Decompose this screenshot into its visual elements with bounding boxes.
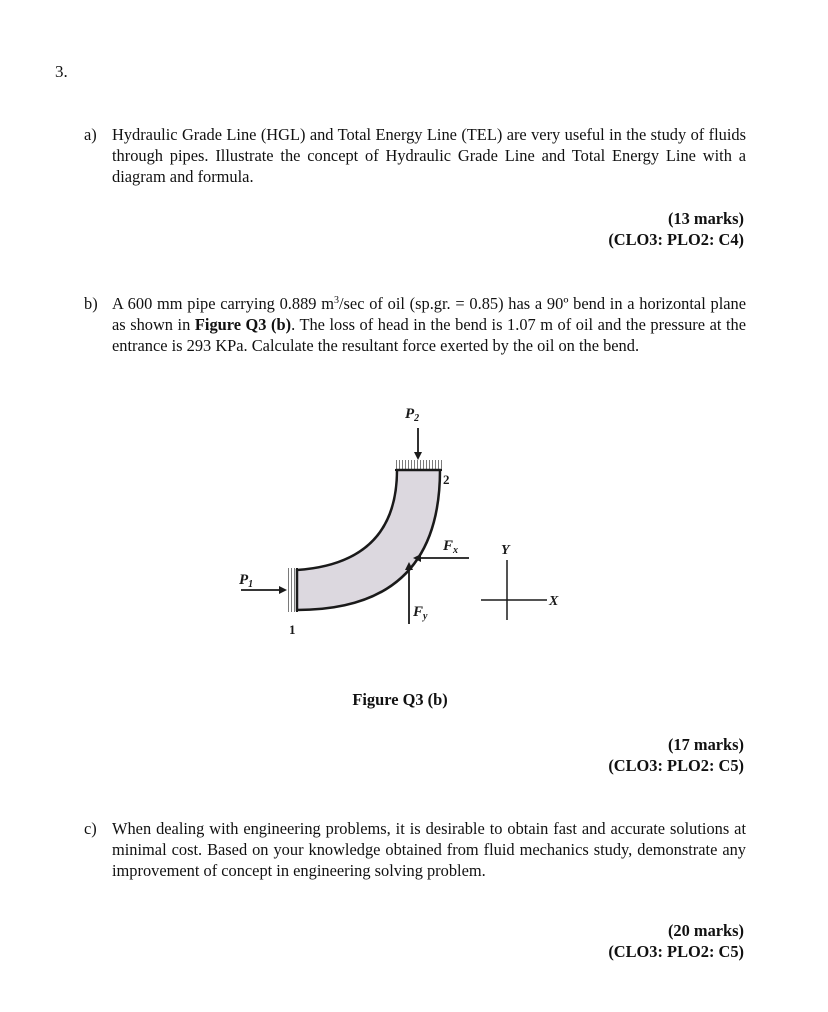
- part-a-text: Hydraulic Grade Line (HGL) and Total Energy Line (TEL) are very useful in the study of fluids through pipes. Illustrate the concept of Hydraulic Grade Line and Total Energy Line with a diagram and formula.: [112, 125, 746, 186]
- label-p2-sub: 2: [414, 413, 420, 424]
- part-b-superscript: 3: [333, 295, 339, 306]
- part-b-text: [112, 293, 746, 356]
- part-c-label: c): [84, 819, 97, 838]
- part-a-label: a): [84, 125, 97, 144]
- part-b-text-1: A 600 mm pipe carrying 0.889 m: [112, 294, 334, 313]
- part-a-marks-value: (13 marks): [667, 209, 744, 228]
- part-b: [84, 293, 746, 356]
- label-fx-sub: x: [453, 545, 459, 556]
- svg-text:P2: [405, 406, 419, 424]
- part-c-clo: (CLO3: PLO2: C5): [608, 942, 744, 961]
- svg-text:P1: [239, 572, 253, 590]
- label-axis-x: X: [549, 594, 559, 609]
- part-b-text-3: . The loss of head in the bend is 1.07 m of oil and the pressure at the entrance is 293 KPa. Calculate the resultant force exerted by the oil on the bend.: [112, 315, 746, 355]
- svg-text:Fy: [412, 604, 428, 622]
- part-b-label: b): [84, 294, 98, 313]
- part-b-marks: [608, 734, 744, 776]
- part-b-text-2: /sec of oil (sp.gr. = 0.85) has a 90º bend in a horizontal plane as shown in: [112, 294, 746, 334]
- label-axis-y: Y: [501, 543, 510, 558]
- label-section-1: 1: [289, 622, 296, 637]
- label-fy-sub: y: [423, 611, 428, 622]
- section-1-flange: [287, 568, 297, 612]
- svg-text:Fx: [442, 538, 458, 556]
- label-p1: P: [239, 572, 249, 588]
- label-section-2: 2: [443, 472, 450, 487]
- pipe-bend-figure: [225, 398, 585, 648]
- part-b-clo: (CLO3: PLO2: C5): [608, 756, 744, 775]
- label-p2: P: [405, 406, 415, 422]
- part-b-figure-ref: Figure Q3 (b): [194, 315, 292, 334]
- part-c-marks: [608, 920, 744, 962]
- figure-caption: Figure Q3 (b): [352, 690, 448, 709]
- part-a: [84, 124, 746, 187]
- part-a-clo: (CLO3: PLO2: C4): [608, 230, 744, 249]
- part-c-marks-value: (20 marks): [667, 921, 744, 940]
- question-number: 3.: [55, 62, 68, 81]
- section-2-flange: [395, 460, 442, 470]
- label-fy: F: [413, 604, 424, 620]
- part-a-marks: [608, 208, 744, 250]
- label-fx: F: [443, 538, 454, 554]
- part-c-text: When dealing with engineering problems, it is desirable to obtain fast and accurate solutions at minimal cost. Based on your knowledge obtained from fluid mechanics study, demonstrate any improvement of concept in engineering solving problem.: [112, 819, 746, 880]
- part-c: [84, 818, 746, 881]
- pipe-bend-body: [297, 470, 440, 610]
- part-b-marks-value: (17 marks): [667, 735, 744, 754]
- label-p1-sub: 1: [248, 579, 254, 590]
